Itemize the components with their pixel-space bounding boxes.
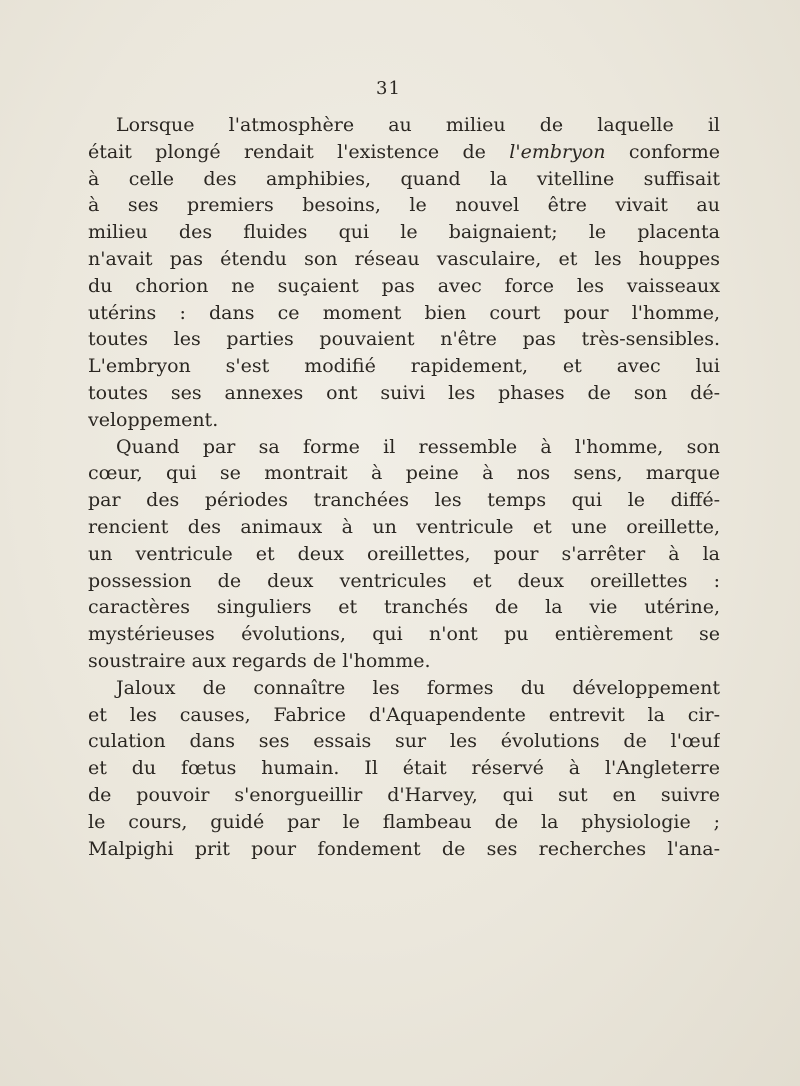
page-number: 31	[376, 78, 401, 99]
text-line: utérins : dans ce moment bien court pour l'homme,	[88, 301, 720, 324]
text-line: mystérieuses évolutions, qui n'ont pu entièrement se	[88, 623, 720, 646]
text-line: un ventricule et deux oreillettes, pour s'arrêter à la	[88, 542, 720, 565]
text-line: rencient des animaux à un ventricule et une oreillette,	[88, 515, 720, 538]
text-line: à celle des amphibies, quand la vitelline suffisait	[88, 167, 720, 190]
text-line: milieu des fluides qui le baignaient; le placenta	[88, 221, 720, 244]
text-line: était plongé rendait l'existence de l'embryon conforme	[88, 140, 720, 163]
text-line: de pouvoir s'enorgueillir d'Harvey, qui sut en suivre	[88, 783, 720, 806]
text-line: soustraire aux regards de l'homme.	[88, 649, 431, 672]
text-line: Lorsque l'atmosphère au milieu de laquelle il	[116, 114, 720, 136]
text-line: du chorion ne suçaient pas avec force les vaisseaux	[88, 274, 720, 297]
text-line: Malpighi prit pour fondement de ses recherches l'ana-	[88, 837, 720, 860]
text-line: et du fœtus humain. Il était réservé à l'Angleterre	[88, 757, 720, 780]
text-line: culation dans ses essais sur les évolutions de l'œuf	[88, 730, 720, 753]
text-line: caractères singuliers et tranchés de la vie utérine,	[88, 596, 720, 619]
text-line: toutes ses annexes ont suivi les phases de son dé-	[88, 381, 720, 404]
text-line: veloppement.	[88, 408, 219, 431]
text-line: toutes les parties pouvaient n'être pas très-sensibles.	[88, 328, 720, 351]
text-line: par des périodes tranchées les temps qui le diffé-	[88, 489, 720, 512]
text-line: Quand par sa forme il ressemble à l'homme, son	[116, 435, 720, 458]
emphasis-embryon: l'embryon	[509, 140, 606, 163]
text-line: L'embryon s'est modifié rapidement, et avec lui	[88, 355, 720, 378]
text-line: cœur, qui se montrait à peine à nos sens, marque	[88, 462, 720, 485]
text-line: n'avait pas étendu son réseau vasculaire, et les houppes	[88, 247, 720, 270]
body-text	[88, 112, 720, 862]
text-line: possession de deux ventricules et deux oreillettes :	[88, 569, 720, 592]
text-line: Jaloux de connaître les formes du développement	[116, 676, 720, 699]
text-line: et les causes, Fabrice d'Aquapendente entrevit la cir-	[88, 703, 720, 726]
text-line: à ses premiers besoins, le nouvel être vivait au	[88, 194, 720, 217]
text-line: le cours, guidé par le flambeau de la physiologie ;	[88, 810, 720, 833]
